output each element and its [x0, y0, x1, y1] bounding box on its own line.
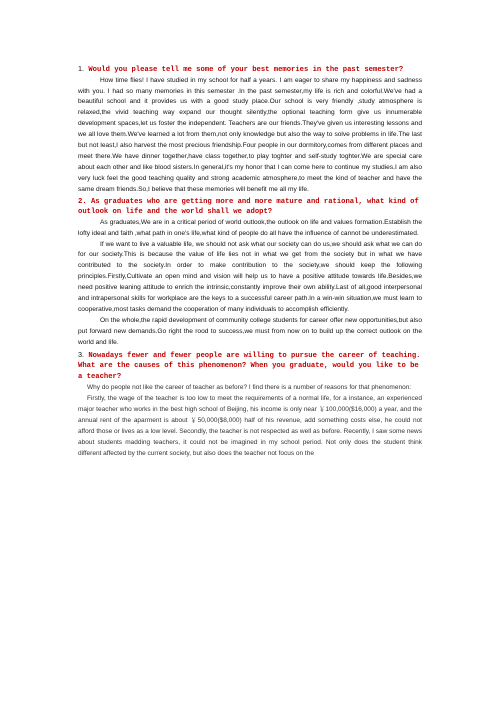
answer-paragraph: On the whole,the rapid development of community college students for career offer new opportunities,but also put forward new demands.Go right the rood to success,we must from now on to build up the correct outlook on the world and life.: [78, 316, 422, 346]
question-heading: [78, 350, 422, 383]
question-3: [78, 350, 422, 460]
answer-paragraph: If we want to live a valuable life, we should not ask what our society can do us,we should ask what we can do for our society.This is because the value of life lies not in what we get from the society but in what we have contributed to the society.In order to make contribution to the society,we should keep the following principles.Firstly,Cultivate an open mind and vision will help us to have a positive attitude towards life.Besides,we need positive leaning attitude to enrich the intrinsic,constantly improve their own ability.Last of all,good interpersonal and intrapersonal skills for workplace are the keys to a successful career path.In a win-win situation,we must learn to cooperative,most tasks demand the cooperation of many individuals to accomplish efficiently.: [78, 240, 422, 313]
answer-paragraph: How time flies! I have studied in my school for half a years. I am eager to share my happiness and sadness with you. I had so many memories in this semester .In the past semester,my life is rich and colorful.We've had a beautiful school and it provides us with a good study place.Our school is very friendly ,study atmosphere is relaxed,the vivid teaching way expand our thought silently,the optional teaching form give us innumerable development spaces,let us foster the independent. Teachers are our friends.They've given us interesting lessons and we all love them.We've learned a lot from them,not only knowledge but also the way to solve problems in life.The last but not least,I also harvest the most precious friendship.Four people in our dormitory,comes from different places and meet there.We have dinner together,have class together,to play toghter and self-study toghter.We are special care about each other and like blood sisters.In general,it's my honor that I can come here to continue my studies.I am also very luck feel the good teaching quality and strong academic atmosphere,to meet the kind of teacher and have the same dream friends.So,I believe that these memories will benefit me all my life.: [78, 76, 422, 193]
question-heading: [78, 197, 422, 218]
answer-paragraph: Firstly, the wage of the teacher is too low to meet the requirements of a normal life, for a instance, an experienced major teacher who works in the best high school of Beijing, his income is only near ￥100,000($16,000) a year, and the annual rent of the aparment is about ￥50,000($8,000) half of his revenue, add something costs else, he could not afford those or lives as a low level. Secondly, the teacher is not respected as well as before. Recently, I saw some news about students madding teachers, it could not be imagined in my school period. Not only does the student think different affected by the current society, but also does the teacher not focus on the: [78, 395, 422, 458]
question-number: 2.: [78, 197, 87, 206]
answer-paragraph: Why do people not like the career of teacher as before? I find there is a number of reasons for that phenomenon:: [87, 384, 412, 392]
document-body: [78, 64, 422, 459]
question-title: As graduates who are getting more and more mature and rational, what kind of outlook on life and the world shall we adopt?: [78, 197, 419, 217]
question-title: Would you please tell me some of your best memories in the past semester?: [88, 66, 404, 74]
question-title: Nowadays fewer and fewer people are willing to pursue the career of teaching. What are the causes of this phenomenon? When you graduate, would you like to be a teacher?: [78, 351, 421, 381]
question-2: [78, 197, 422, 349]
answer-paragraph: As graduates,We are in a critical period of world outlook,the outlook on life and values formation.Establish the lofty ideal and faith ,what path in one's life,what kind of people do all have the influence of cannot be underestimated.: [78, 218, 422, 237]
question-1: [78, 64, 422, 196]
question-number: 1.: [78, 64, 84, 73]
question-heading: [78, 64, 422, 76]
question-number: 3.: [78, 349, 84, 359]
